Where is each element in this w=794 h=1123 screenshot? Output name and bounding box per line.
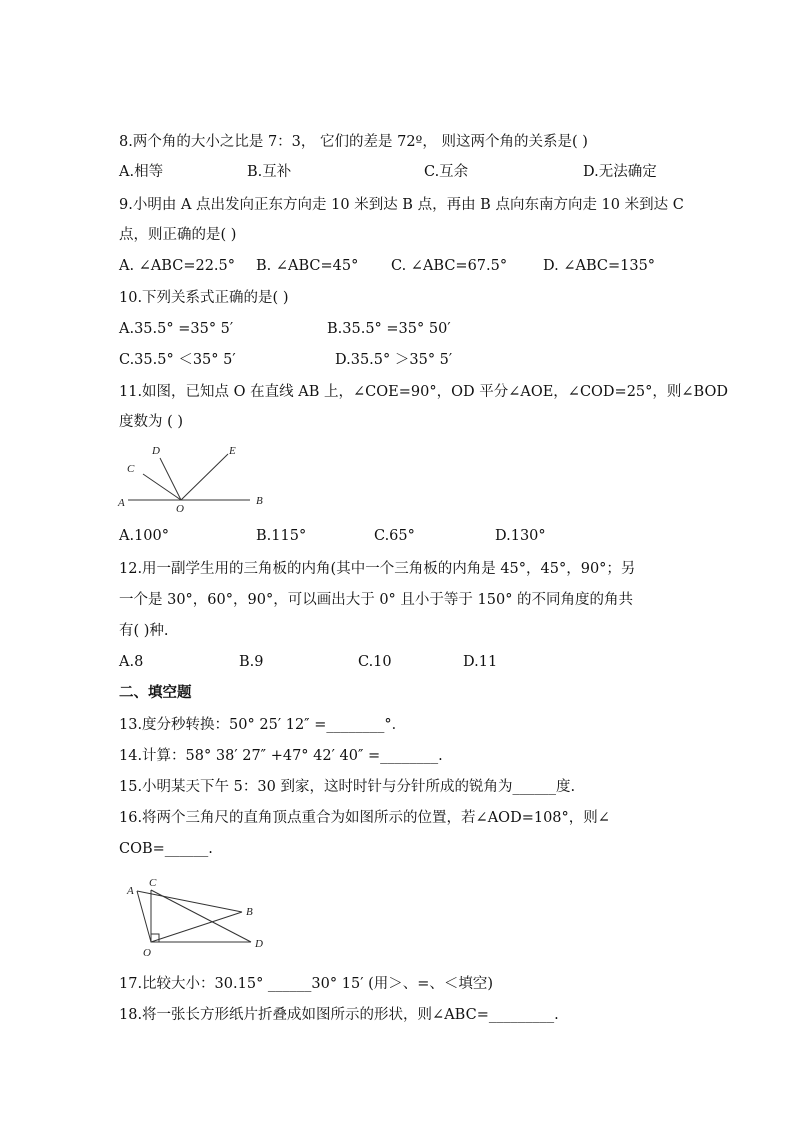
label-a: A (118, 497, 125, 509)
segment-cd (151, 890, 251, 942)
segment-ob (151, 912, 242, 942)
q10-option-c: C.35.5° ＜35° 5′ (119, 352, 236, 368)
q17-text: 17.比较大小：30.15° ______30° 15′ (用＞、=、＜填空) (119, 976, 494, 992)
q11-stem-line1: 11.如图，已知点 O 在直线 AB 上，∠COE=90°，OD 平分∠AOE，∠COD=25°，则∠BOD (119, 384, 728, 400)
q11-option-c: C.65° (374, 528, 415, 544)
label-c: C (149, 877, 157, 889)
q9-stem-line2: 点，则正确的是( ) (119, 227, 237, 243)
label-d: D (255, 938, 263, 950)
q9-option-c: C. ∠ABC=67.5° (391, 258, 508, 274)
ray-oc (143, 474, 181, 500)
q9-option-b: B. ∠ABC=45° (256, 258, 359, 274)
q9-option-a: A. ∠ABC=22.5° (119, 258, 236, 274)
q8-option-c: C.互余 (424, 164, 469, 180)
q8-option-b: B.互补 (247, 164, 292, 180)
q12-stem-line1: 12.用一副学生用的三角板的内角(其中一个三角板的内角是 45°，45°，90°；另 (119, 561, 636, 577)
section-heading-fill: 二、填空题 (119, 685, 192, 701)
q16-line1: 16.将两个三角尺的直角顶点重合为如图所示的位置，若∠AOD=108°，则∠ (119, 810, 610, 826)
q12-option-b: B.9 (239, 654, 264, 670)
q10-stem: 10.下列关系式正确的是( ) (119, 290, 289, 306)
q10-option-b: B.35.5° =35° 50′ (327, 321, 451, 337)
q12-option-c: C.10 (358, 654, 392, 670)
label-b: B (256, 495, 263, 507)
label-b: B (246, 906, 253, 918)
segment-oa (137, 891, 151, 942)
label-o: O (176, 503, 184, 515)
ray-od (160, 458, 181, 500)
q12-stem-line2: 一个是 30°，60°，90°，可以画出大于 0° 且小于等于 150° 的不同角度的角共 (119, 592, 634, 608)
q13-text: 13.度分秒转换：50° 25′ 12″ =________°． (119, 717, 407, 733)
label-e: E (229, 445, 236, 457)
q11-stem-line2: 度数为 ( ) (119, 414, 184, 430)
q11-option-a: A.100° (119, 528, 170, 544)
label-d: D (152, 445, 160, 457)
q11-figure (110, 438, 280, 518)
q11-option-b: B.115° (256, 528, 307, 544)
q9-stem-line1: 9.小明由 A 点出发向正东方向走 10 米到达 B 点，再由 B 点向东南方向走 10 米到达 C (119, 197, 684, 213)
label-c: C (127, 463, 135, 475)
q12-option-d: D.11 (463, 654, 498, 670)
label-o: O (143, 947, 151, 959)
segment-ab (137, 891, 242, 912)
q8-stem: 8.两个角的大小之比是 7：3， 它们的差是 72º， 则这两个角的关系是( ) (119, 134, 588, 150)
q10-option-d: D.35.5° ＞35° 5′ (335, 352, 453, 368)
q12-stem-line3: 有( )种. (119, 623, 169, 639)
q16-line2: COB=______. (119, 841, 213, 857)
label-a: A (127, 885, 134, 897)
q12-option-a: A.8 (119, 654, 144, 670)
q18-text: 18.将一张长方形纸片折叠成如图所示的形状，则∠ABC=_________. (119, 1007, 559, 1023)
q8-option-a: A.相等 (119, 164, 164, 180)
q10-option-a: A.35.5° =35° 5′ (119, 321, 234, 337)
q15-text: 15.小明某天下午 5：30 到家，这时时针与分针所成的锐角为______度. (119, 779, 576, 795)
ray-oe (181, 454, 228, 500)
q16-figure (118, 872, 278, 962)
q11-option-d: D.130° (495, 528, 546, 544)
q9-option-d: D. ∠ABC=135° (543, 258, 656, 274)
q14-text: 14.计算：58° 38′ 27″ +47° 42′ 40″ =________. (119, 748, 443, 764)
q8-option-d: D.无法确定 (583, 164, 657, 180)
